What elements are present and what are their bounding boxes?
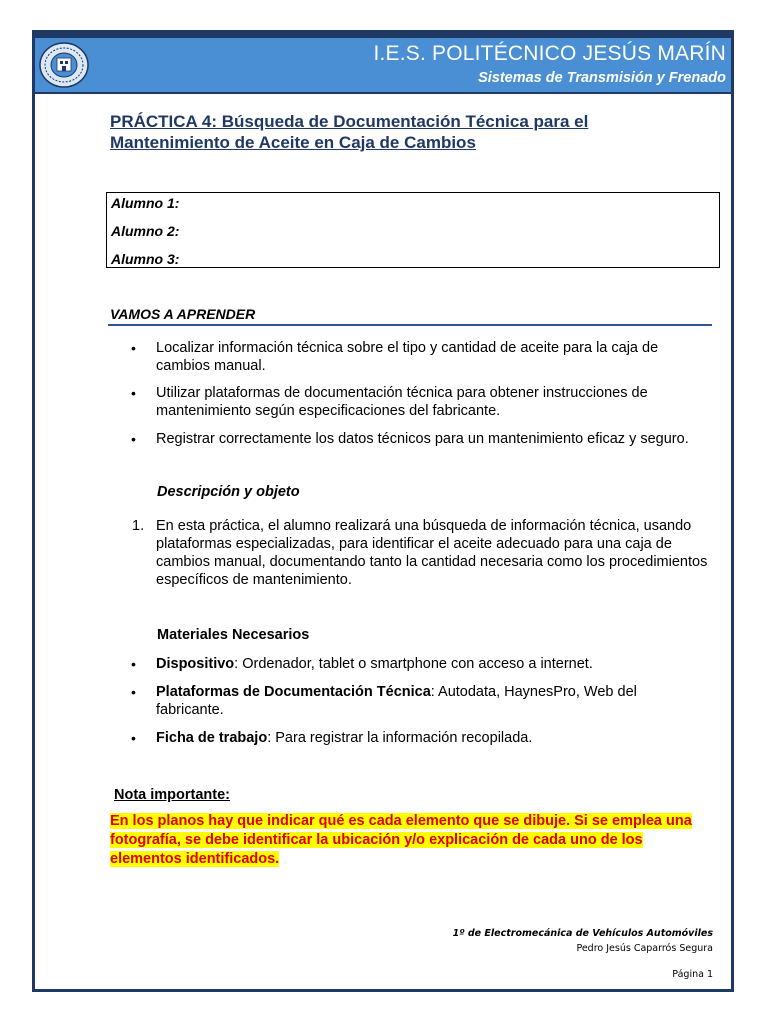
learn-item [131,384,704,420]
bullet-icon: • [131,340,136,356]
learn-item-text: Localizar información técnica sobre el tipo y cantidad de aceite para la caja de cambios manual. [156,340,659,374]
material-detail: : Para registrar la información recopilada. [267,730,533,746]
material-item [131,729,704,747]
bullet-icon: • [131,684,136,700]
page-number: Página 1 [672,969,713,980]
school-seal-icon [38,41,90,89]
bullet-icon: • [131,656,136,672]
bullet-icon: • [131,431,136,447]
students-box [106,192,720,268]
student-3-label: Alumno 3: [111,251,180,267]
material-detail: : Autodata, HaynesPro, Web del fabricante. [156,684,637,718]
material-detail: : Ordenador, tablet o smartphone con acceso a internet. [234,656,593,672]
learn-item [131,339,704,375]
practice-title: PRÁCTICA 4: Búsqueda de Documentación Técnica para el Mantenimiento de Aceite en Caja de Cambios [110,112,589,152]
material-term: Ficha de trabajo [156,730,268,746]
note-label: Nota importante: [114,787,230,803]
description-item [132,517,712,589]
student-2-label: Alumno 2: [111,223,180,239]
header-bottom-line [35,92,731,94]
note-text-block [110,812,718,869]
section-divider [108,324,712,326]
note-text: En los planos hay que indicar qué es cada elemento que se dibuje. Si se emplea una fotografía, se debe identificar la ubicación y/o explicación de cada uno de los elementos identificados. [110,813,692,867]
footer-author: Pedro Jesús Caparrós Segura [576,943,713,954]
material-term: Plataformas de Documentación Técnica [156,684,431,700]
school-name: I.E.S. POLITÉCNICO JESÚS MARÍN [373,42,726,65]
subject-name: Sistemas de Transmisión y Frenado [478,70,726,86]
bullet-icon: • [131,385,136,401]
bullet-icon: • [131,730,136,746]
learn-heading: VAMOS A APRENDER [110,306,256,322]
description-text: En esta práctica, el alumno realizará una búsqueda de información técnica, usando plataformas especializadas, para identificar el aceite adecuado para una caja de cambios manual, documentando tanto la cantidad necesaria como los procedimientos específicos de mantenimiento. [156,518,708,588]
material-item [131,683,704,719]
list-number: 1. [132,518,145,534]
description-heading: Descripción y objeto [157,484,300,500]
learn-item [131,430,704,448]
learn-item-text: Registrar correctamente los datos técnicos para un mantenimiento eficaz y seguro. [156,431,689,447]
material-item [131,655,704,673]
student-1-label: Alumno 1: [111,195,180,211]
materials-heading: Materiales Necesarios [157,627,310,643]
learn-item-text: Utilizar plataformas de documentación técnica para obtener instrucciones de mantenimiento según especificaciones del fabricante. [156,385,648,419]
footer-course: 1º de Electromecánica de Vehículos Automóviles [452,928,713,939]
material-term: Dispositivo [156,656,235,672]
